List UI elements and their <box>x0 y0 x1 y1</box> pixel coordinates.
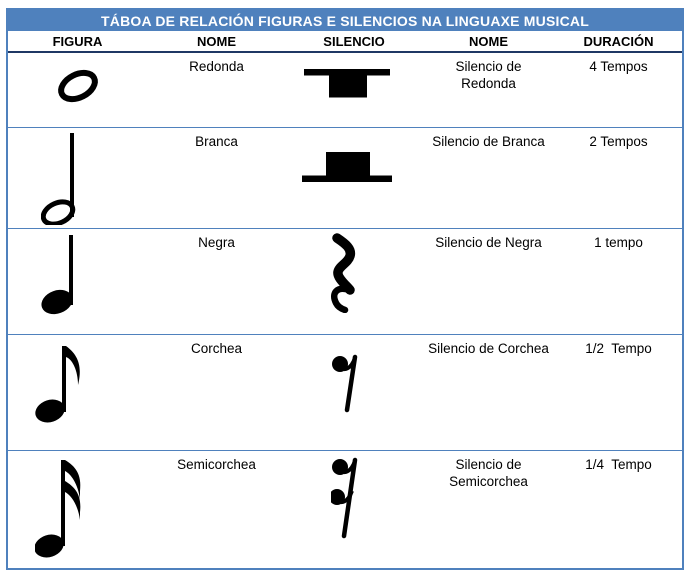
table-row <box>8 229 682 335</box>
figure-name: Redonda <box>189 59 244 74</box>
whole-rest-icon <box>303 66 391 98</box>
figure-cell <box>8 229 147 334</box>
figure-cell <box>8 128 147 228</box>
column-header-nome: NOME <box>197 33 236 49</box>
silence-name-cell <box>422 229 555 334</box>
figure-cell <box>8 451 147 568</box>
sixteenth-rest-icon <box>331 457 363 539</box>
duration-value: 1/2 Tempo <box>585 341 652 356</box>
duration-cell <box>555 451 682 568</box>
figure-name: Semicorchea <box>177 457 256 472</box>
quarter-note-icon <box>40 233 86 315</box>
table-row <box>8 128 682 229</box>
figure-name-cell <box>147 229 286 334</box>
silence-name-cell <box>422 128 555 228</box>
figure-name: Branca <box>195 134 238 149</box>
musical-figures-table <box>6 8 684 570</box>
column-header-figura: FIGURA <box>52 33 103 49</box>
duration-cell <box>555 128 682 228</box>
silence-name-cell <box>422 335 555 450</box>
duration-value: 2 Tempos <box>589 134 648 149</box>
duration-value: 1 tempo <box>594 235 643 250</box>
quarter-rest-icon <box>324 233 370 313</box>
duration-cell <box>555 335 682 450</box>
silence-name-cell <box>422 451 555 568</box>
whole-note-icon <box>55 65 101 107</box>
figure-name-cell <box>147 451 286 568</box>
figure-name: Negra <box>198 235 235 250</box>
table-row <box>8 335 682 451</box>
table-row <box>8 451 682 568</box>
figure-name-cell <box>147 128 286 228</box>
silence-name: Silencio de Redonda <box>455 59 522 91</box>
silence-name: Silencio de Branca <box>432 134 545 149</box>
silence-name: Silencio de Semicorchea <box>449 457 528 489</box>
figure-name-cell <box>147 53 286 127</box>
figure-name: Corchea <box>190 341 243 356</box>
duration-cell <box>555 229 682 334</box>
figure-name-cell <box>147 335 286 450</box>
silence-cell <box>286 53 422 127</box>
figure-cell <box>8 335 147 450</box>
column-header-nome-2: NOME <box>469 33 508 49</box>
silence-cell <box>286 335 422 450</box>
silence-cell <box>286 128 422 228</box>
duration-value: 1/4 Tempo <box>585 457 652 472</box>
silence-cell <box>286 451 422 568</box>
silence-name: Silencio de Negra <box>435 235 542 250</box>
eighth-note-icon <box>35 343 91 425</box>
silence-name-cell <box>422 53 555 127</box>
column-header-duracion: DURACIÓN <box>583 33 654 49</box>
table-row <box>8 53 682 128</box>
column-header-silencio: SILENCIO <box>323 33 385 49</box>
duration-value: 4 Tempos <box>589 59 648 74</box>
silence-cell <box>286 229 422 334</box>
sixteenth-note-icon <box>35 457 91 561</box>
half-note-icon <box>41 131 85 225</box>
silence-name: Silencio de Corchea <box>428 341 549 356</box>
duration-cell <box>555 53 682 127</box>
table-title: TÁBOA DE RELACIÓN FIGURAS E SILENCIOS NA LINGUAXE MUSICAL <box>8 10 682 31</box>
figure-cell <box>8 53 147 127</box>
table-header-row <box>8 31 682 53</box>
half-rest-icon <box>301 150 393 182</box>
eighth-rest-icon <box>332 353 362 413</box>
